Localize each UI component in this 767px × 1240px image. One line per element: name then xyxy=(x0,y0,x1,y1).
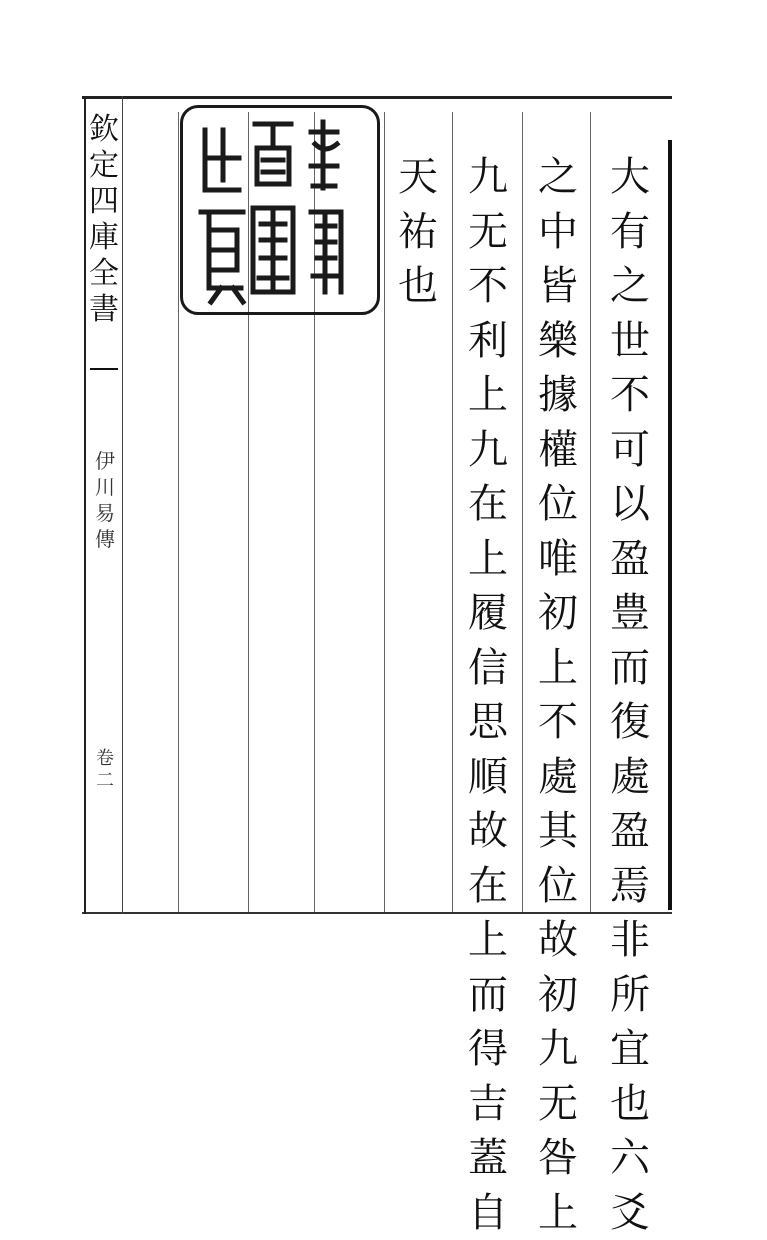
margin-title-char: 欽 xyxy=(88,112,120,148)
text-char: 中 xyxy=(528,205,588,260)
text-char: 上 xyxy=(458,368,518,423)
text-char: 順 xyxy=(458,750,518,805)
text-char: 權 xyxy=(528,423,588,478)
text-char: 利 xyxy=(458,314,518,369)
margin-divider-rule xyxy=(122,96,123,914)
margin-title-char: 庫 xyxy=(88,220,120,256)
margin-book-char: 川 xyxy=(92,474,118,500)
text-char: 大 xyxy=(600,150,660,205)
text-char: 九 xyxy=(458,423,518,478)
text-column-3 xyxy=(458,150,518,1240)
margin-collection-title xyxy=(88,112,120,328)
imperial-seal xyxy=(180,105,380,315)
margin-volume-char: 二 xyxy=(92,770,118,792)
text-char: 盈 xyxy=(600,804,660,859)
text-char: 處 xyxy=(528,750,588,805)
text-char: 上 xyxy=(458,532,518,587)
text-char: 初 xyxy=(528,586,588,641)
margin-title-char: 定 xyxy=(88,148,120,184)
frame-top-rule xyxy=(82,96,672,99)
text-char: 咎 xyxy=(528,1131,588,1186)
text-char: 非 xyxy=(600,913,660,968)
text-char: 處 xyxy=(600,750,660,805)
text-char: 不 xyxy=(458,259,518,314)
text-char: 不 xyxy=(600,368,660,423)
text-char: 位 xyxy=(528,859,588,914)
text-char: 據 xyxy=(528,368,588,423)
column-divider xyxy=(178,112,179,912)
text-char: 信 xyxy=(458,641,518,696)
text-char: 也 xyxy=(600,1077,660,1132)
text-char: 爻 xyxy=(600,1186,660,1240)
text-char: 所 xyxy=(600,968,660,1023)
text-char: 之 xyxy=(600,259,660,314)
margin-book-title xyxy=(92,448,118,552)
margin-volume-char: 卷 xyxy=(92,748,118,770)
text-char: 世 xyxy=(600,314,660,369)
text-char: 樂 xyxy=(528,314,588,369)
text-char: 而 xyxy=(600,641,660,696)
text-char: 宜 xyxy=(600,1022,660,1077)
text-char: 有 xyxy=(600,205,660,260)
text-char: 九 xyxy=(458,150,518,205)
frame-right-rule xyxy=(668,140,672,910)
text-char: 祐 xyxy=(388,205,448,260)
text-column-2 xyxy=(528,150,588,1240)
text-column-4 xyxy=(388,150,448,314)
text-char: 焉 xyxy=(600,859,660,914)
text-char: 位 xyxy=(528,477,588,532)
text-char: 也 xyxy=(388,259,448,314)
text-char: 得 xyxy=(458,1022,518,1077)
text-char: 盈 xyxy=(600,532,660,587)
margin-book-char: 傳 xyxy=(92,526,118,552)
text-char: 上 xyxy=(458,913,518,968)
column-divider xyxy=(590,112,591,912)
text-char: 而 xyxy=(458,968,518,1023)
text-char: 之 xyxy=(528,150,588,205)
text-char: 其 xyxy=(528,804,588,859)
column-divider xyxy=(384,112,385,912)
margin-title-char: 全 xyxy=(88,256,120,292)
text-char: 不 xyxy=(528,695,588,750)
text-char: 上 xyxy=(528,641,588,696)
text-char: 唯 xyxy=(528,532,588,587)
text-char: 六 xyxy=(600,1131,660,1186)
text-char: 无 xyxy=(528,1077,588,1132)
margin-book-char: 易 xyxy=(92,500,118,526)
text-char: 可 xyxy=(600,423,660,478)
margin-volume-number xyxy=(92,748,118,792)
margin-title-char: 書 xyxy=(88,292,120,328)
seal-glyphs xyxy=(183,108,377,312)
column-divider xyxy=(452,112,453,912)
frame-left-rule xyxy=(84,96,86,914)
text-char: 蓋 xyxy=(458,1131,518,1186)
text-char: 故 xyxy=(458,804,518,859)
column-divider xyxy=(522,112,523,912)
margin-book-char: 伊 xyxy=(92,448,118,474)
text-char: 豊 xyxy=(600,586,660,641)
text-column-1 xyxy=(600,150,660,1240)
text-char: 在 xyxy=(458,477,518,532)
text-char: 自 xyxy=(458,1186,518,1240)
text-char: 上 xyxy=(528,1186,588,1240)
text-char: 天 xyxy=(388,150,448,205)
text-char: 初 xyxy=(528,968,588,1023)
text-char: 復 xyxy=(600,695,660,750)
fishtail-mark xyxy=(90,338,118,370)
text-char: 皆 xyxy=(528,259,588,314)
text-char: 以 xyxy=(600,477,660,532)
text-char: 思 xyxy=(458,695,518,750)
text-char: 履 xyxy=(458,586,518,641)
text-char: 在 xyxy=(458,859,518,914)
text-char: 无 xyxy=(458,205,518,260)
margin-title-char: 四 xyxy=(88,184,120,220)
text-char: 故 xyxy=(528,913,588,968)
text-char: 九 xyxy=(528,1022,588,1077)
text-char: 吉 xyxy=(458,1077,518,1132)
